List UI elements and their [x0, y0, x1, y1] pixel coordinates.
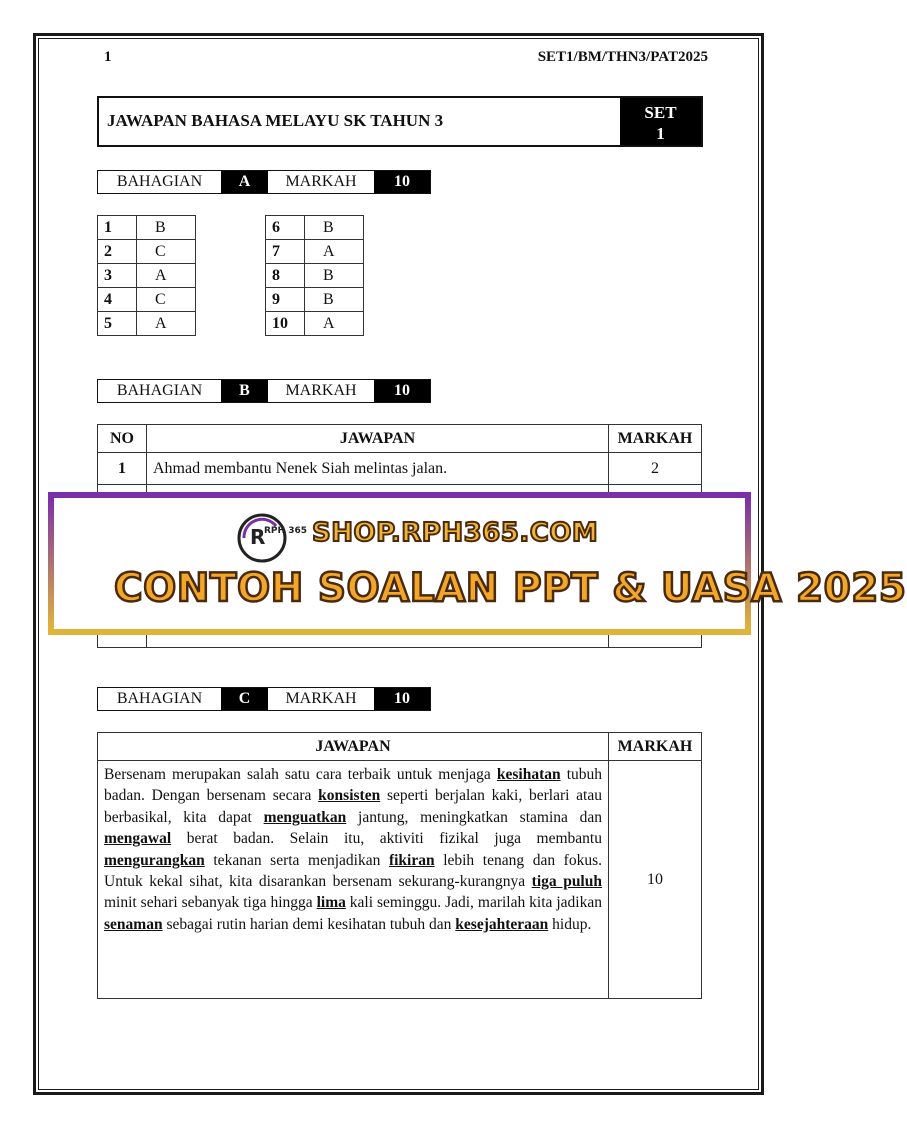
set-badge — [620, 98, 701, 145]
keyword: kesejahteraan — [455, 915, 549, 933]
essay-answer — [98, 761, 609, 999]
section-c-header — [97, 687, 431, 711]
table-header-row — [98, 733, 702, 761]
question-number: 3 — [98, 264, 137, 288]
table-row — [98, 264, 196, 288]
svg-text:RPH 365: RPH 365 — [264, 526, 307, 536]
section-label: BAHAGIAN — [116, 382, 203, 399]
document-code: SET1/BM/THN3/PAT2025 — [537, 49, 708, 65]
watermark-title: CONTOH SOALAN PPT & UASA 2025 — [114, 566, 907, 611]
section-b-header — [97, 379, 431, 403]
set-number: 1 — [656, 124, 665, 143]
page-title: JAWAPAN BAHASA MELAYU SK TAHUN 3 — [107, 111, 444, 130]
col-answer: JAWAPAN — [98, 733, 609, 761]
question-number: 7 — [266, 240, 305, 264]
essay-text: tubuh badan. Dengan bersenam secara — [104, 766, 603, 805]
question-number: 6 — [266, 216, 305, 240]
question-number: 4 — [98, 288, 137, 312]
section-c-table — [97, 732, 702, 999]
col-marks: MARKAH — [609, 425, 702, 453]
table-row — [98, 761, 702, 999]
answer-letter: A — [137, 312, 196, 336]
keyword: kesihatan — [496, 766, 561, 783]
question-number: 1 — [98, 216, 137, 240]
rph365-logo-icon — [236, 512, 307, 564]
answer-letter: B — [137, 216, 196, 240]
table-row — [266, 216, 364, 240]
section-a-header — [97, 170, 431, 194]
table-row — [266, 288, 364, 312]
section-letter: C — [221, 688, 268, 710]
row-no: 1 — [98, 453, 147, 485]
page-number: 1 — [104, 49, 112, 65]
table-row — [98, 240, 196, 264]
section-label: BAHAGIAN — [116, 173, 203, 190]
marks-label: MARKAH — [285, 173, 357, 190]
question-number: 8 — [266, 264, 305, 288]
watermark-banner — [48, 492, 907, 635]
essay-text: berat badan. Selain itu, aktiviti fizikal juga membantu — [171, 830, 602, 848]
essay-text: kali seminggu. Jadi, marilah kita jadikan — [345, 894, 602, 912]
essay-text: jantung, meningkatkan stamina dan — [346, 808, 602, 826]
answer-letter: A — [305, 312, 364, 336]
table-header-row — [98, 425, 702, 453]
table-row — [98, 288, 196, 312]
question-number: 9 — [266, 288, 305, 312]
table-row — [266, 240, 364, 264]
essay-text: hidup. — [548, 915, 592, 933]
question-number: 5 — [98, 312, 137, 336]
keyword: konsisten — [318, 787, 381, 805]
row-answer: Ahmad membantu Nenek Siah melintas jalan. — [147, 453, 609, 485]
col-no: NO — [98, 425, 147, 453]
watermark-url: SHOP.RPH365.COM — [312, 518, 599, 548]
set-label: SET — [644, 103, 677, 122]
title-box — [97, 96, 703, 147]
keyword: lima — [316, 894, 346, 912]
col-answer: JAWAPAN — [147, 425, 609, 453]
svg-text:R: R — [250, 525, 266, 549]
answer-letter: B — [305, 216, 364, 240]
section-letter: B — [221, 380, 268, 402]
section-label: BAHAGIAN — [116, 690, 203, 707]
answer-letter: C — [137, 240, 196, 264]
answer-letter: B — [305, 288, 364, 312]
row-marks: 2 — [609, 453, 702, 485]
essay-text: tekanan serta menjadikan — [204, 851, 389, 869]
essay-text: lebih tenang dan fokus. Untuk kekal sihat, kita disarankan bersenam sekurang-kurangnya — [104, 851, 602, 891]
keyword: fikiran — [388, 851, 435, 869]
answer-letter: A — [137, 264, 196, 288]
answer-letter: B — [305, 264, 364, 288]
essay-text: seperti berjalan kaki, berlari atau berbasikal, kita dapat — [104, 787, 602, 826]
keyword: mengurangkan — [104, 851, 205, 869]
essay-text: minit sehari sebanyak tiga hingga — [104, 894, 317, 912]
keyword: menguatkan — [263, 808, 347, 826]
keyword: tiga puluh — [531, 873, 602, 891]
marks-value: 10 — [374, 380, 430, 402]
col-marks: MARKAH — [609, 733, 702, 761]
essay-text: sebagai rutin harian demi kesihatan tubuh dan — [162, 915, 456, 933]
table-row — [98, 312, 196, 336]
table-row — [266, 312, 364, 336]
essay-text: Bersenam merupakan salah satu cara terbaik untuk menjaga — [104, 766, 497, 783]
keyword: senaman — [104, 915, 163, 933]
answer-letter: C — [137, 288, 196, 312]
marks-value: 10 — [374, 171, 430, 193]
keyword: mengawal — [104, 830, 172, 848]
answer-table-right — [265, 215, 364, 336]
table-row — [266, 264, 364, 288]
table-row — [98, 453, 702, 485]
question-number: 2 — [98, 240, 137, 264]
marks-label: MARKAH — [285, 382, 357, 399]
question-number: 10 — [266, 312, 305, 336]
answer-table-left — [97, 215, 196, 336]
section-letter: A — [221, 171, 268, 193]
marks-value: 10 — [374, 688, 430, 710]
answer-letter: A — [305, 240, 364, 264]
essay-marks: 10 — [609, 761, 702, 999]
marks-label: MARKAH — [285, 690, 357, 707]
table-row — [98, 216, 196, 240]
